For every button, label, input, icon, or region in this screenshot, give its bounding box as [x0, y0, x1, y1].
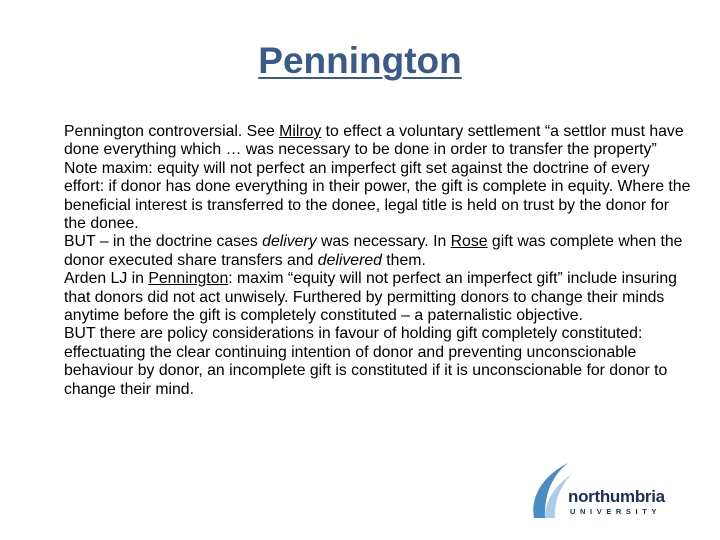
p3-text-a: Arden LJ in: [64, 270, 149, 288]
p2-text-b: was necessary. In: [316, 233, 451, 251]
paragraph-1: [64, 123, 694, 233]
logo-name: northumbria: [568, 487, 665, 506]
p2-emphasis-delivery: delivery: [262, 233, 317, 251]
logo-subtitle: UNIVERSITY: [570, 507, 662, 516]
case-link-milroy[interactable]: Milroy: [279, 123, 322, 140]
case-link-pennington[interactable]: Pennington: [148, 270, 229, 288]
case-link-rose[interactable]: Rose: [450, 233, 488, 251]
p2-text-d: them.: [381, 251, 426, 269]
p2-text-a: BUT – in the doctrine cases: [64, 233, 263, 251]
paragraph-3: [64, 270, 694, 325]
p1-text-b: to effect a voluntary settlement “a settlor must have done everything which … was necessary to be done in order to transfer the property” Note maxim: equity will not perfect an imperfect gift set against the doctrine of every effort: if donor has done everything in their power, the gift is complete in equity. Where the beneficial interest is transferred to the donee, legal title is held on trust by the donor for the donee.: [64, 123, 691, 233]
slide-body: [64, 123, 694, 399]
northumbria-logo: [528, 462, 698, 522]
slide-title: Pennington: [258, 40, 462, 81]
p3-text-b: : maxim “equity will not perfect an imperfect gift” include insuring that donors did not act unwisely. Furthered by permitting donors to change their minds anytime before the gift is completely constituted – a paternalistic objective.: [64, 270, 677, 325]
p2-text-c: gift was complete when the donor executed share transfers and: [64, 233, 683, 269]
p2-emphasis-delivered: delivered: [317, 251, 382, 269]
paragraph-4: BUT there are policy considerations in favour of holding gift completely constituted: effectuating the clear continuing intention of donor and preventing unconscionable behaviour by donor, an incomplete gift is constituted if it is unconscionable for donor to change their mind.: [64, 325, 668, 398]
p1-text-a: Pennington controversial. See: [64, 123, 280, 140]
paragraph-2: [64, 233, 694, 270]
